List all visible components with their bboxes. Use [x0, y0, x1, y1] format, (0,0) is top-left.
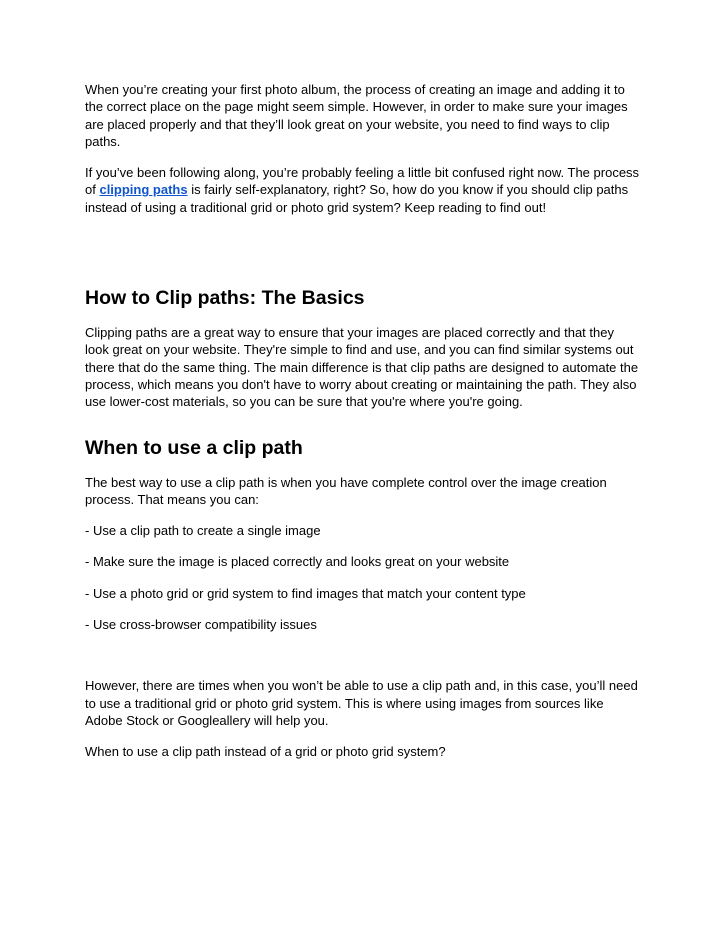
- basics-paragraph: Clipping paths are a great way to ensure that your images are placed correctly and that they look great on your website. They're simple to find and use, and you can find similar systems out there that do the same thing. The main difference is that clip paths are designed to automate the process, which means you don't have to worry about creating or maintaining the path. They also use lower-cost materials, so you can be sure that you're where you're going.: [85, 325, 639, 410]
- however-paragraph: However, there are times when you won’t be able to use a clip path and, in this case, you’ll need to use a traditional grid or photo grid system. This is where using images from sources like Adobe Stock or Googleallery will help you.: [85, 678, 638, 728]
- intro-paragraph-1: When you’re creating your first photo album, the process of creating an image and adding it to the correct place on the page might seem simple. However, in order to make sure your images are placed properly and that they’ll look great on your website, you need to find ways to clip paths.: [85, 82, 628, 149]
- intro-paragraph-2: [85, 164, 641, 216]
- list-item: - Use a clip path to create a single image: [85, 523, 321, 539]
- list-item: - Make sure the image is placed correctly and looks great on your website: [85, 554, 510, 570]
- document-page: [85, 81, 641, 761]
- list-item: - Use cross-browser compatibility issues: [85, 617, 317, 633]
- intro-paragraph-2-text-before: If you’ve been following along, you’re probably feeling a little bit confused right now. The process of: [85, 165, 640, 198]
- when-intro-paragraph: The best way to use a clip path is when you have complete control over the image creation process. That means you can:: [85, 474, 607, 507]
- closing-question: When to use a clip path instead of a grid or photo grid system?: [85, 744, 446, 760]
- clipping-paths-link[interactable]: clipping paths: [99, 182, 188, 198]
- when-heading: When to use a clip path: [85, 436, 303, 459]
- basics-heading: How to Clip paths: The Basics: [85, 287, 365, 310]
- list-item: - Use a photo grid or grid system to find images that match your content type: [85, 585, 526, 601]
- intro-paragraph-2-text-after: is fairly self-explanatory, right? So, how do you know if you should clip paths instead of using a traditional grid or photo grid system? Keep reading to find out!: [85, 182, 629, 215]
